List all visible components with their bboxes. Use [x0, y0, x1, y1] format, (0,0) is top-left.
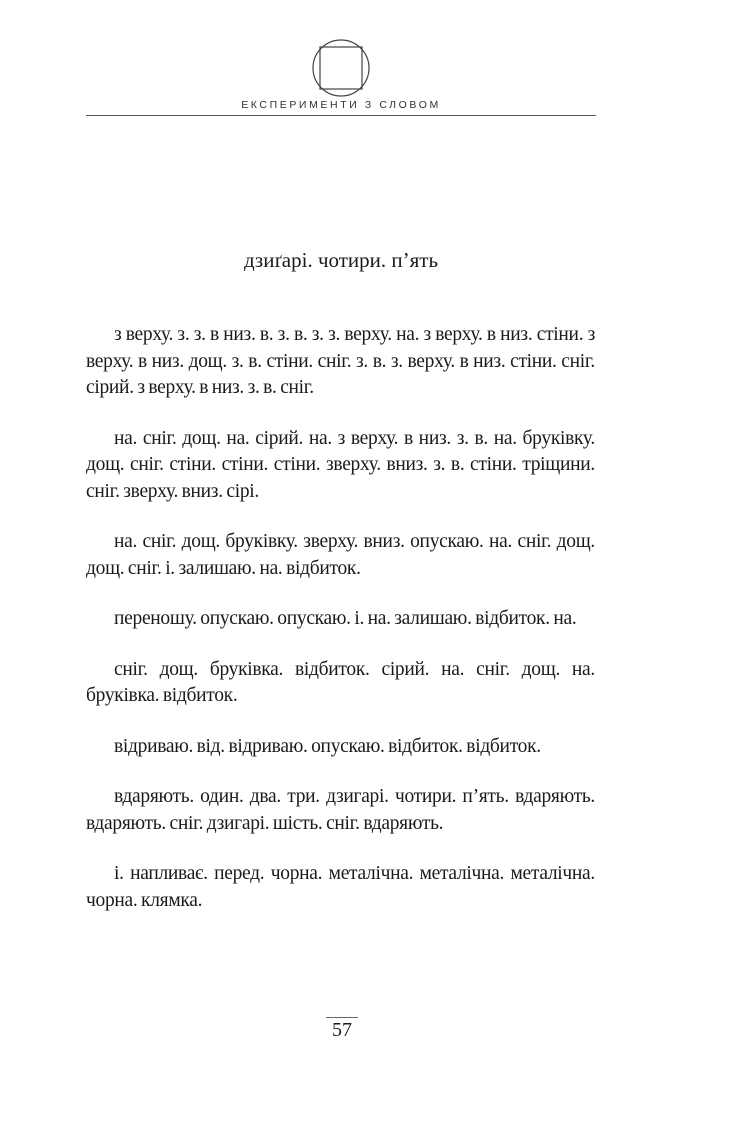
- running-head: ЕКСПЕРИМЕНТИ З СЛОВОМ: [241, 99, 441, 111]
- stanza: з верху. з. з. в низ. в. з. в. з. з. верху. на. з верху. в низ. стіни. з верху. в низ. дощ. з. в. стіни. сніг. з. в. з. верху. в низ. стіни. сніг. сірий. з верху. в низ. з. в. сніг.: [86, 324, 595, 398]
- stanza: на. сніг. дощ. бруківку. зверху. вниз. опускаю. на. сніг. дощ. дощ. сніг. і. залишаю. на. відбиток.: [86, 531, 595, 579]
- stanza: вдаряють. один. два. три. дзигарі. чотири. п’ять. вдаряють. вдаряють. сніг. дзигарі. шість. сніг. вдаряють.: [86, 786, 595, 834]
- stanza: відриваю. від. відриваю. опускаю. відбиток. відбиток.: [114, 735, 541, 757]
- poem-title: дзиґарі. чотири. п’ять: [243, 248, 439, 272]
- stanza: сніг. дощ. бруківка. відбиток. сірий. на. сніг. дощ. на. бруківка. відбиток.: [86, 658, 595, 706]
- circle-square-emblem-icon: [309, 36, 373, 100]
- stanza: і. напливає. перед. чорна. металічна. металічна. металічна. чорна. клямка.: [86, 863, 595, 911]
- page-number: 57: [332, 1019, 352, 1041]
- stanza: на. сніг. дощ. на. сірий. на. з верху. в низ. з. в. на. бруківку. дощ. сніг. стіни. стіни. стіни. зверху. вниз. з. в. стіни. тріщини. сніг. зверху. вниз. сірі.: [86, 427, 595, 502]
- poem-body: [86, 322, 595, 938]
- stanza: переношу. опускаю. опускаю. і. на. залишаю. відбиток. на.: [114, 608, 577, 629]
- header-rule: [86, 115, 596, 116]
